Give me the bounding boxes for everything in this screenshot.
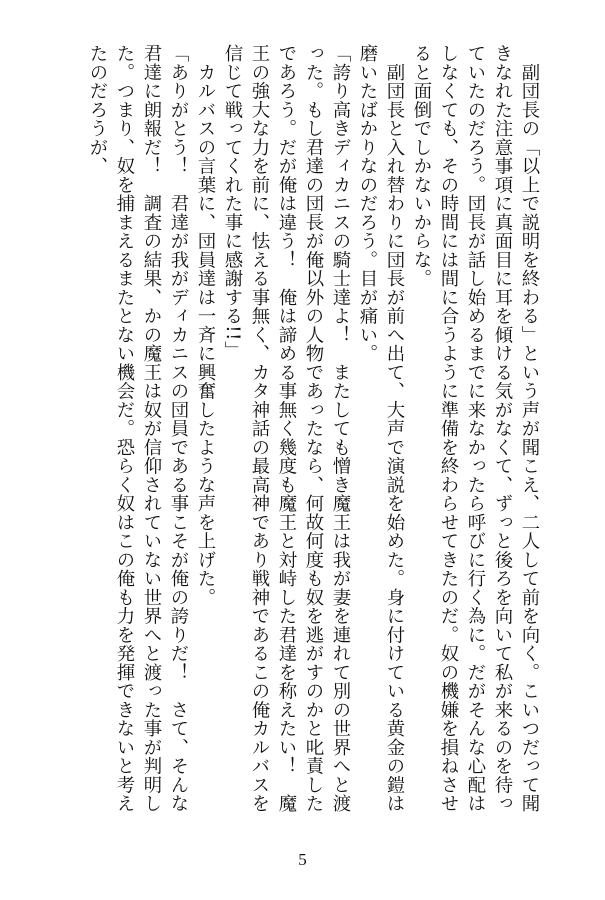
vertical-text-body <box>84 44 543 826</box>
paragraph-5: 「ありがとう！ 君達が我がディカニスの団員である事こそが俺の誇りだ！ さて、そんな君達に朗報だ！ 調査の結果、かの魔王は奴が信仰されていない世界へと渡った事が判明した。つまり、奴を捕まえるまたとない機会だ。恐らく奴はこの俺も力を発揮できないと考えたのだろうが、 <box>87 44 189 813</box>
paragraph-1: 副団長の「以上で説明を終わる」という声が聞こえ、二人して前を向く。こいつだって聞きなれた注意事項に真面目に耳を傾ける気がなくて、ずっと後ろを向いて私が来るのを待っていたのだろう。団長が話し始めるまでに来なかったら呼びに行く為に。だがそんな心配はしなくても、その時間には間に合うように準備を終わらせてきたのだ。奴の機嫌を損ねさせると面倒でしかないからな。 <box>411 44 540 813</box>
page-number: 5 <box>298 850 307 869</box>
paragraph-2: 副団長と入れ替わりに団長が前へ出て、大声で演説を始めた。身に付けている黄金の鎧は磨いたばかりなのだろう。目が痛い。 <box>357 44 405 813</box>
paragraph-3: 「誇り高きディカニスの騎士達よ！ またしても憎き魔王は我が妻を連れて別の世界へと渡った。もし君達の団長が俺以外の人物であったなら、何故何度も奴を逃がすのかと叱責したであろう。だが俺は違う！ 俺は諦める事無く幾度も魔王と対峙した君達を称えたい！ 魔王の強大な力を前に、怯える事無く、カタ神話の最高神であり戦神であるこの俺カルバスを信じて戦ってくれた事に感謝する!!」 <box>222 44 351 813</box>
paragraph-4: カルバスの言葉に、団員達は一斉に興奮したような声を上げた。 <box>195 44 216 607</box>
